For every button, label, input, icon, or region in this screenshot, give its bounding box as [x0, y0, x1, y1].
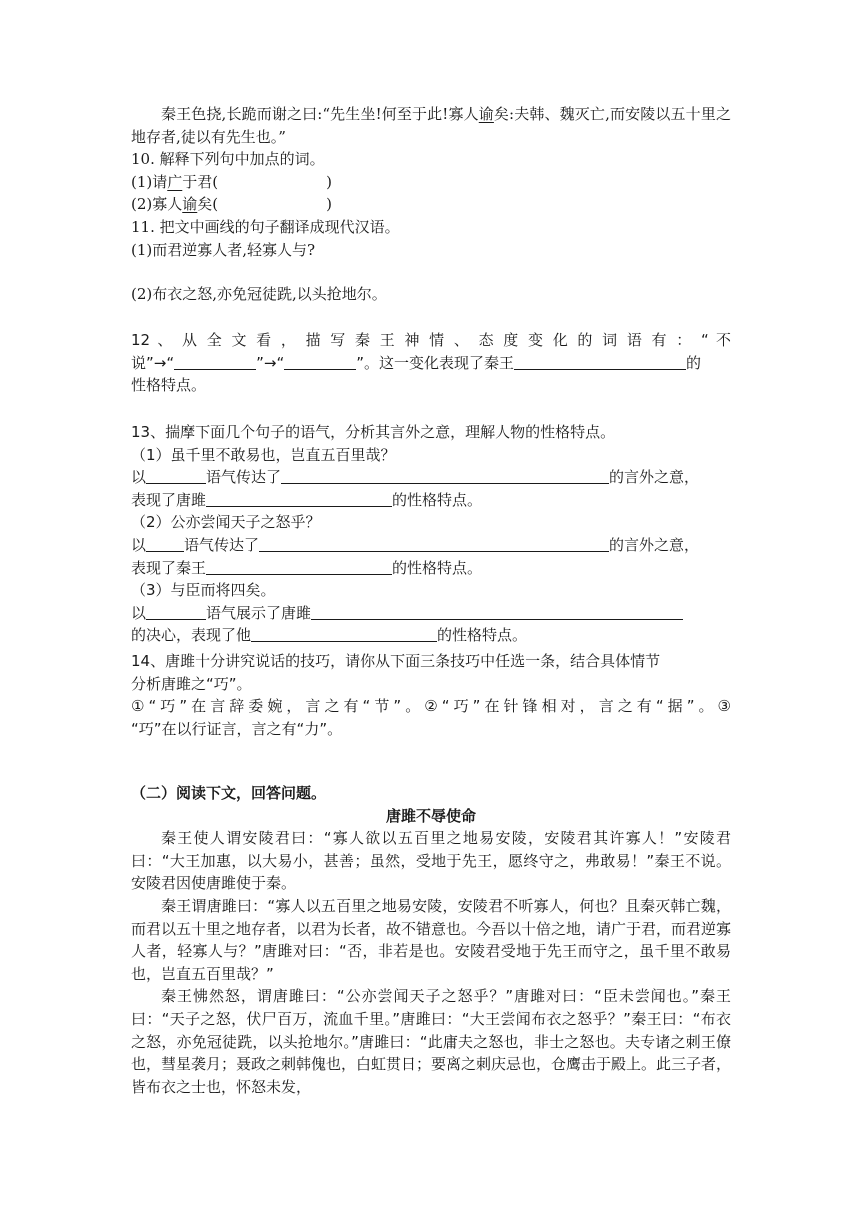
answer-blank[interactable] [146, 602, 206, 620]
passage-paragraph: 秦王使人谓安陵君曰：“寡人欲以五百里之地易安陵，安陵君其许寡人！”安陵君曰：“大王加惠，以大易小，甚善；虽然，受地于先王，愿终守之，弗敢易！”秦王不说。安陵君因使唐雎使于秦。 [131, 829, 731, 893]
answer-blank[interactable] [259, 534, 609, 552]
passage-title: 唐雎不辱使命 [385, 806, 476, 825]
dotted-word: 广 [167, 172, 183, 191]
question-13-answer-line [131, 489, 731, 512]
question-12-line: 性格特点。 [131, 376, 207, 395]
answer-blank[interactable] [206, 557, 392, 575]
item-text: ) [326, 195, 332, 214]
passage-text: 陵以五十里之地存者,徒以有先生也。” [131, 105, 731, 146]
item-text: 的决心，表现了他 [131, 626, 252, 645]
answer-blank[interactable] [251, 624, 437, 642]
section-heading: （二）阅读下文，回答问题。 [131, 784, 327, 802]
passage-excerpt [131, 103, 731, 148]
question-13-answer-line [131, 557, 731, 580]
answer-blank[interactable] [311, 602, 683, 620]
item-text: (2)寡人 [131, 195, 183, 214]
question-13-answer-line [131, 466, 731, 489]
question-12-line [131, 352, 731, 375]
item-text: 语气传达了 [206, 468, 282, 487]
item-text: (1)请 [131, 172, 168, 191]
question-11-item-1: (1)而君逆寡人者,轻寡人与? [131, 240, 316, 259]
item-text: 的性格特点。 [437, 626, 528, 645]
item-text: 的性格特点。 [392, 558, 483, 577]
question-14-line: 分析唐雎之“巧”。 [131, 674, 252, 693]
question-10-item-1 [131, 171, 731, 194]
item-text: 以 [131, 603, 147, 622]
item-text: 于君( [182, 172, 219, 191]
answer-blank[interactable] [281, 466, 609, 484]
question-12 [131, 329, 731, 397]
question-14-line: 14、唐雎十分讲究说话的技巧，请你从下面三条技巧中任选一条，结合具体情节 [131, 652, 661, 670]
dotted-word: 谕 [182, 195, 198, 214]
item-text: 的言外之意， [609, 468, 700, 487]
question-11-item-2: (2)布衣之怒,亦免冠徒跣,以头抢地尔。 [131, 285, 387, 304]
section-2 [131, 782, 731, 1098]
question-12-line: 12 、 从 全 文 看 ， 描 写 秦 王 神 情 、 态 度 变 化 的 词 语 有 ： “ 不 [131, 331, 731, 349]
passage-paragraph: 秦王谓唐雎曰：“寡人以五百里之地易安陵，安陵君不听寡人，何也？且秦灭韩亡魏，而君以五十里之地存者，以君为长者，故不错意也。今吾以十倍之地，请广于君，而君逆寡人者，轻寡人与？”唐雎对曰：“否，非若是也。安陵君受地于先王而守之，虽千里不敢易也，岂直五百里哉？” [131, 896, 732, 983]
question-10: 10. 解释下列句中加点的词。 [131, 150, 325, 169]
question-14 [131, 650, 731, 740]
passage-text: 秦王色挠,长跪而谢之曰:“先生坐!何至于此!寡人 [161, 105, 479, 123]
underlined-word: 谕 [478, 105, 494, 123]
item-text: 的言外之意， [609, 535, 700, 554]
question-13-sentence-1: （1）虽千里不敢易也，岂直五百里哉？ [131, 445, 396, 464]
item-text: 矣( [197, 195, 219, 214]
item-text: ”→“ [256, 353, 285, 372]
question-13 [131, 421, 731, 647]
question-14-line: “巧”在以行证言，言之有“力”。 [131, 719, 343, 738]
answer-blank[interactable] [206, 489, 392, 507]
question-14-line: ①“巧”在言辞委婉，言之有“节”。②“巧”在针锋相对，言之有“据”。③ [131, 697, 731, 716]
answer-blank[interactable] [146, 466, 206, 484]
item-text: ) [326, 172, 332, 191]
question-13-title: 13、揣摩下面几个句子的语气，分析其言外之意，理解人物的性格特点。 [131, 423, 616, 441]
item-text: 表现了秦王 [131, 558, 207, 577]
answer-space[interactable] [131, 261, 731, 283]
answer-blank[interactable] [174, 352, 256, 370]
question-13-answer-line [131, 602, 731, 625]
item-text: 以 [131, 468, 147, 487]
item-text: 的 [686, 353, 702, 372]
question-11: 11. 把文中画线的句子翻译成现代汉语。 [131, 217, 400, 236]
item-text: 的性格特点。 [392, 490, 483, 509]
item-text: 语气展示了唐雎 [206, 603, 312, 622]
question-13-sentence-3: （3）与臣而将四矣。 [131, 581, 276, 600]
answer-blank[interactable] [514, 352, 686, 370]
item-text: 说”→“ [131, 353, 175, 372]
item-text: 语气传达了 [184, 535, 260, 554]
passage-text: 矣:夫韩、魏灭亡,而安 [493, 105, 641, 123]
top-section [131, 103, 731, 306]
item-text: ”。这一变化表现了秦王 [356, 353, 515, 372]
item-text: 表现了唐雎 [131, 490, 207, 509]
answer-blank[interactable] [284, 352, 356, 370]
passage-paragraph: 秦王怫然怒，谓唐雎曰：“公亦尝闻天子之怒乎？”唐雎对曰：“臣未尝闻也。”秦王曰：“天子之怒，伏尸百万，流血千里。”唐雎曰：“大王尝闻布衣之怒乎？”秦王曰：“布衣之怒，亦免冠徒跣，以头抢地尔。”唐雎曰：“此庸夫之怒也，非士之怒也。夫专诸之刺王僚也，彗星袭月；聂政之刺韩傀也，白虹贯日；要离之刺庆忌也，仓鹰击于殿上。此三子者，皆布衣之士也，怀怒未发， [131, 987, 732, 1096]
question-13-sentence-2: （2）公亦尝闻天子之怒乎？ [131, 513, 321, 532]
item-text: 以 [131, 535, 147, 554]
answer-blank[interactable] [146, 534, 184, 552]
question-13-answer-line [131, 624, 731, 647]
question-13-answer-line [131, 534, 731, 557]
question-10-item-2 [131, 193, 731, 216]
